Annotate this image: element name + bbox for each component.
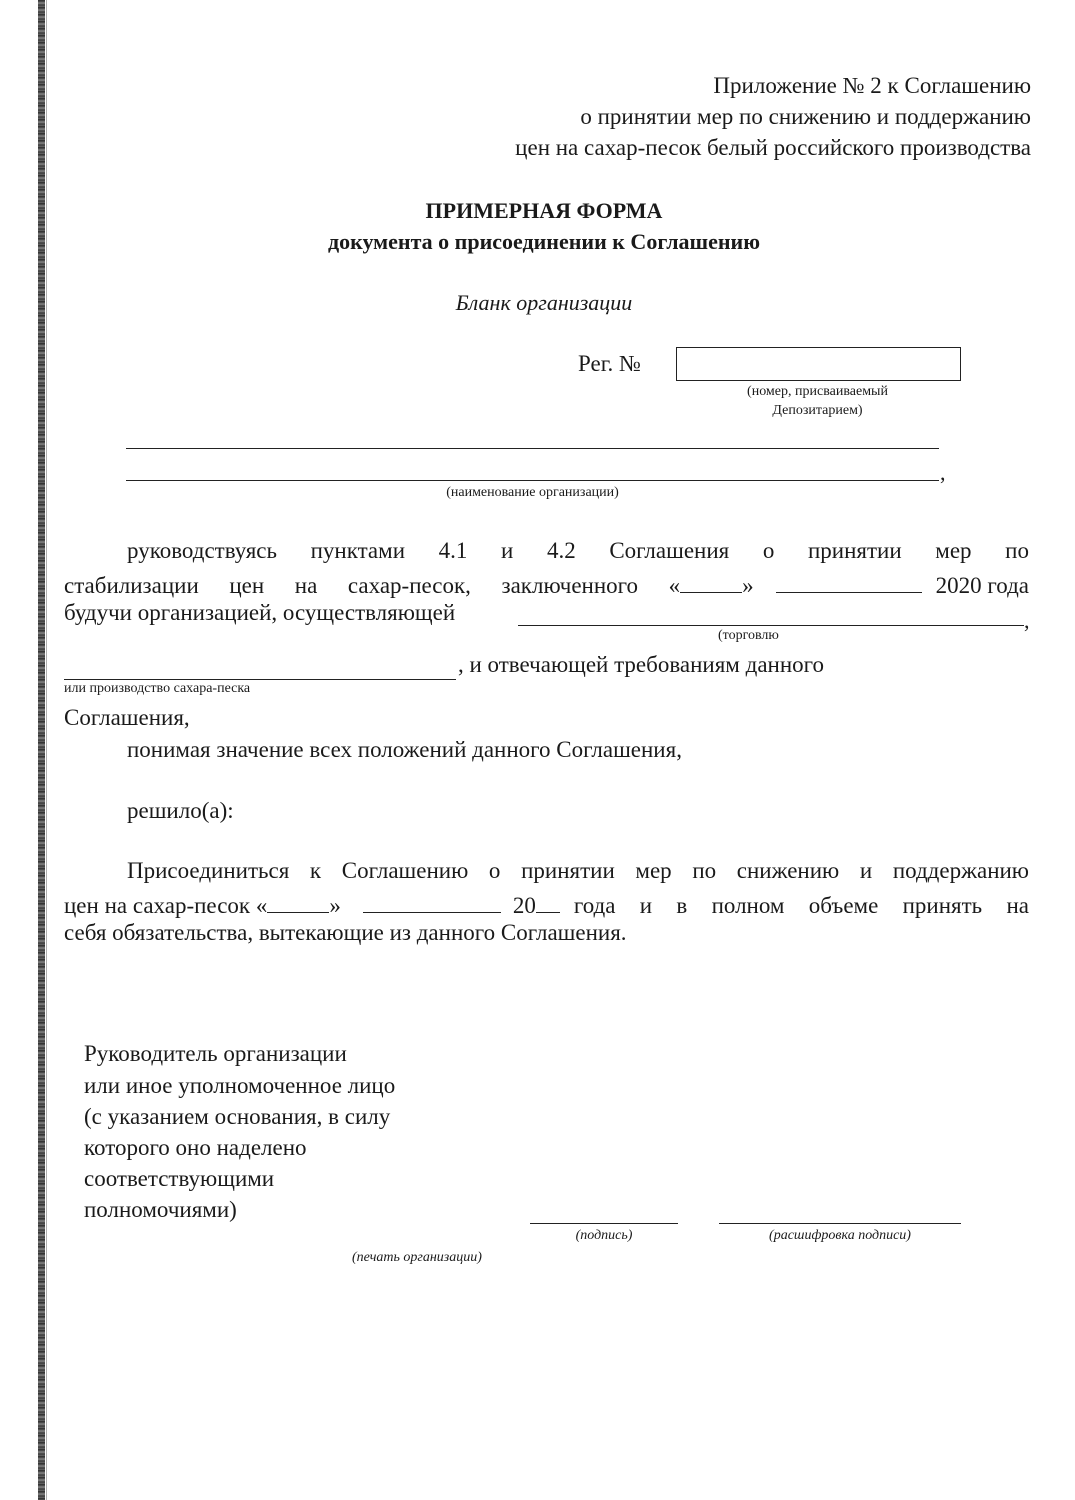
accession-year-blank[interactable] — [536, 889, 560, 913]
reg-note-line-2: Депозитарием) — [772, 403, 863, 418]
seal-caption: (печать организации) — [352, 1250, 482, 1265]
scan-edge — [38, 0, 45, 1500]
decided: решило(а): — [127, 798, 234, 823]
accession-month-blank[interactable] — [363, 889, 501, 913]
signature-decoding-caption: (расшифровка подписи) — [769, 1228, 911, 1243]
p3-line-2-text: цен на сахар-песок « — [64, 893, 268, 918]
title-main: ПРИМЕРНАЯ ФОРМА — [425, 198, 663, 223]
signature-line[interactable] — [530, 1223, 678, 1224]
p1-line-2-text: стабилизации цен на сахар-песок, заключенного « — [64, 573, 681, 598]
header-line-2: о принятии мер по снижению и поддержанию — [580, 104, 1031, 129]
p3-line-3: себя обязательства, вытекающие из данного Соглашения. — [64, 920, 627, 945]
p1-line-2-quote-close: » — [742, 573, 754, 598]
agreement-day-blank[interactable] — [680, 569, 742, 593]
org-name-line-1[interactable] — [126, 448, 939, 449]
p1-line-5: Соглашения, — [64, 705, 190, 730]
org-name-comma: , — [940, 460, 946, 485]
org-name-caption: (наименование организации) — [446, 485, 619, 500]
scan-edge-line — [46, 0, 47, 1500]
p3-line-2 — [64, 889, 1029, 919]
p1-line-4: , и отвечающей требованиям данного — [458, 652, 825, 677]
signature-caption: (подпись) — [575, 1228, 633, 1243]
reg-number-field[interactable] — [676, 347, 961, 381]
activity-blank-1[interactable] — [518, 625, 1024, 626]
accession-day-blank[interactable] — [267, 889, 329, 913]
p2: понимая значение всех положений данного Соглашения, — [127, 737, 682, 762]
p1-line-2 — [64, 569, 1029, 599]
p3-line-1: Присоединиться к Соглашению о принятии мер по снижению и поддержанию — [127, 858, 1029, 883]
p3-line-2-century: 20 — [512, 893, 536, 918]
title-sub: документа о присоединении к Соглашению — [327, 229, 761, 254]
agreement-month-blank[interactable] — [776, 569, 922, 593]
p1-line-3: будучи организацией, осуществляющей — [64, 600, 456, 625]
signatory-line-1: Руководитель организации — [84, 1041, 347, 1066]
p1-line-2-year: 2020 года — [935, 573, 1029, 598]
reg-note-line-1: (номер, присваиваемый — [747, 384, 888, 399]
p3-line-2-rest: года и в полном объеме принять на — [573, 893, 1029, 918]
p1-line-1: руководствуясь пунктами 4.1 и 4.2 Соглашения о принятии мер по — [127, 538, 1029, 563]
p3-line-2-quote-close: » — [329, 893, 341, 918]
signatory-line-2: или иное уполномоченное лицо — [84, 1073, 396, 1098]
header-line-3: цен на сахар-песок белый российского производства — [515, 135, 1031, 160]
blank-label: Бланк организации — [455, 290, 633, 315]
signatory-line-3: (с указанием основания, в силу — [84, 1104, 391, 1129]
org-name-line-2[interactable] — [126, 480, 939, 481]
header-line-1: Приложение № 2 к Соглашению — [713, 73, 1031, 98]
caption-trade: (торговлю — [718, 628, 779, 643]
signatory-line-4: которого оно наделено — [84, 1135, 307, 1160]
signatory-line-5: соответствующими — [84, 1166, 275, 1191]
p1-line-3-comma: , — [1024, 608, 1030, 633]
signature-decoding-line[interactable] — [719, 1223, 961, 1224]
activity-blank-2[interactable] — [64, 679, 456, 680]
reg-label: Рег. № — [578, 351, 641, 376]
caption-production: или производство сахара-песка — [64, 681, 251, 696]
signatory-line-6: полномочиями) — [84, 1197, 237, 1222]
